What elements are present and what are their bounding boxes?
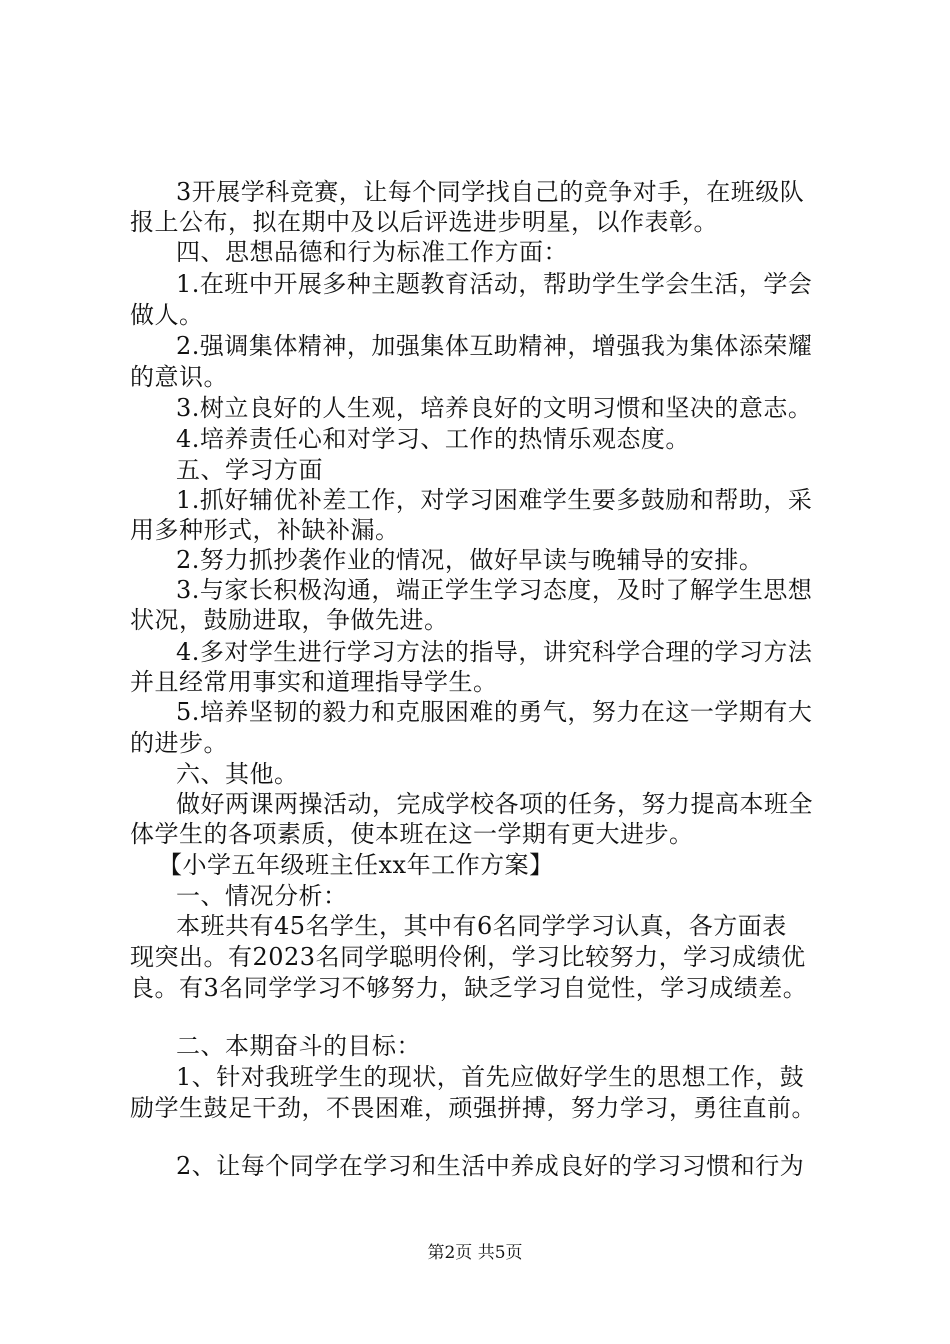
paragraph-line: 做好两课两操活动，完成学校各项的任务，努力提高本班全 <box>176 790 813 818</box>
section-heading: 四、思想品德和行为标准工作方面： <box>176 238 568 266</box>
document-title: 【小学五年级班主任xx年工作方案】 <box>158 851 554 879</box>
paragraph-line: 励学生鼓足干劲，不畏困难，顽强拼搏，努力学习，勇往直前。 <box>130 1094 816 1122</box>
section-heading: 六、其他。 <box>176 760 299 788</box>
paragraph-line: 现突出。有2023名同学聪明伶俐，学习比较努力，学习成绩优 <box>130 943 806 971</box>
paragraph-line: 体学生的各项素质，使本班在这一学期有更大进步。 <box>130 820 694 848</box>
paragraph-line: 1.在班中开展多种主题教育活动，帮助学生学会生活，学会 <box>176 270 813 298</box>
section-heading: 一、情况分析： <box>176 882 348 910</box>
paragraph-line: 3.与家长积极沟通，端正学生学习态度，及时了解学生思想 <box>176 576 813 604</box>
paragraph-line: 状况，鼓励进取，争做先进。 <box>130 606 449 634</box>
paragraph-line: 4.培养责任心和对学习、工作的热情乐观态度。 <box>176 425 690 453</box>
paragraph-line: 的意识。 <box>130 363 228 391</box>
paragraph-line: 2、让每个同学在学习和生活中养成良好的学习习惯和行为 <box>176 1152 805 1180</box>
page-footer <box>0 1242 950 1264</box>
section-heading: 五、学习方面 <box>176 456 323 484</box>
paragraph-line: 本班共有45名学生，其中有6名同学学习认真，各方面表 <box>176 912 787 940</box>
paragraph-line: 的进步。 <box>130 729 228 757</box>
paragraph-line: 2.强调集体精神，加强集体互助精神，增强我为集体添荣耀 <box>176 332 813 360</box>
paragraph-line: 报上公布，拟在期中及以后评选进步明星，以作表彰。 <box>130 208 718 236</box>
paragraph-line: 1、针对我班学生的现状，首先应做好学生的思想工作，鼓 <box>176 1063 805 1091</box>
paragraph-line: 4.多对学生进行学习方法的指导，讲究科学合理的学习方法 <box>176 638 813 666</box>
paragraph-line: 3.树立良好的人生观，培养良好的文明习惯和坚决的意志。 <box>176 394 813 422</box>
paragraph-line: 用多种形式，补缺补漏。 <box>130 516 400 544</box>
paragraph-line: 2.努力抓抄袭作业的情况，做好早读与晚辅导的安排。 <box>176 546 764 574</box>
paragraph-line: 1.抓好辅优补差工作，对学习困难学生要多鼓励和帮助，采 <box>176 486 813 514</box>
paragraph-line: 并且经常用事实和道理指导学生。 <box>130 668 498 696</box>
page-number: 第2页 共5页 <box>427 1243 523 1263</box>
paragraph-line: 3开展学科竞赛，让每个同学找自己的竞争对手，在班级队 <box>176 178 805 206</box>
paragraph-line: 5.培养坚韧的毅力和克服困难的勇气，努力在这一学期有大 <box>176 698 813 726</box>
paragraph-line: 做人。 <box>130 301 204 329</box>
paragraph-line: 良。有3名同学学习不够努力，缺乏学习自觉性，学习成绩差。 <box>130 974 808 1002</box>
section-heading: 二、本期奋斗的目标： <box>176 1032 421 1060</box>
